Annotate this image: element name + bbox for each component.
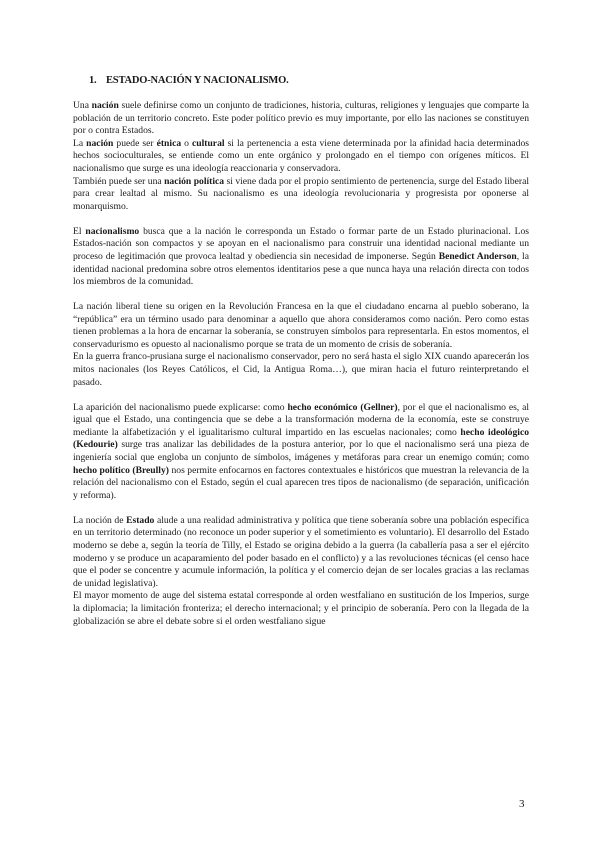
paragraph: [73, 176, 529, 214]
text-run: o: [181, 137, 193, 149]
text-run: En la guerra franco-prusiana surge el nacionalismo conservador, pero no será hasta el siglo XIX cuando aparecerán los mitos nacionales (los Reyes Católicos, el Cid, la Antigua Roma…), que miran hacia el futuro reinterpretando el pasado.: [73, 351, 529, 388]
section-heading: [89, 75, 289, 86]
text-run: suele definirse como un conjunto de tradiciones, historia, culturas, religiones y lenguajes que comparte la población de un territorio concreto. Este poder político previo es muy importante, por ello las naciones se constituyen por o contra Estados.: [73, 100, 529, 137]
paragraph-spacer: [73, 213, 529, 225]
paragraph: [73, 351, 529, 389]
body-text: [73, 100, 529, 628]
heading-number: 1.: [89, 75, 97, 86]
bold-term: Estado: [126, 514, 155, 526]
text-run: nos permite enfocarnos en factores contextuales e históricos que muestran la relevancia de la relación del nacionalismo con el Estado, según el cual aparecen tres tipos de nacionalismo (de separación, unificación y reforma).: [73, 464, 529, 501]
text-run: La nación liberal tiene su origen en la Revolución Francesa en la que el ciudadano encarna al pueblo soberano, la “república” era un término usado para denominar a aquello que ahora consideramos como nación. Pero como estas tienen problemas a la hora de encarnar la soberanía, se construyen símbolos para representarla. En estos momentos, el conservadurismo es opuesto al nacionalismo porque se trata de un momento de crisis de soberanía.: [73, 301, 529, 350]
bold-term: hecho ideológico (Kedourie): [73, 426, 529, 451]
text-run: La noción de: [73, 514, 127, 526]
bold-term: nacionalismo: [85, 225, 140, 237]
paragraph-spacer: [73, 389, 529, 401]
text-run: , por el que el nacionalismo es, al igual que el Estado, una contingencia que se debe a la transformación moderna de la economía, este se construye mediante la alfabetización y el igualitarismo cultural impartido en las escuelas nacionales; como: [73, 401, 529, 438]
text-run: surge tras analizar las debilidades de la postura anterior, por lo que el nacionalismo será una pieza de ingeniería social que engloba un conjunto de símbolos, imágenes y metáforas para crear un enemigo común; como: [73, 439, 529, 464]
paragraph: [73, 590, 529, 628]
bold-term: nación: [86, 137, 114, 149]
bold-term: hecho político (Breully): [73, 464, 169, 476]
paragraph: [73, 301, 529, 351]
text-run: puede ser: [113, 137, 157, 149]
bold-term: hecho económico (Gellner): [287, 401, 398, 413]
text-run: La: [73, 137, 87, 149]
text-run: busca que a la nación le corresponda un Estado o formar parte de un Estado plurinacional. Los Estados-nación son compactos y se apoyan en el nacionalismo para construir una identidad nacional mediante un proceso de legitimación que provoca lealtad y obediencia sin necesidad de imponerse. Según: [73, 225, 529, 262]
bold-term: étnica: [156, 137, 182, 149]
paragraph: [73, 402, 529, 503]
text-run: alude a una realidad administrativa y política que tiene soberanía sobre una población específica en un territorio determinado (no reconoce un poder superior y el sometimiento es voluntario). El desarrollo del Estado moderno se debe a, según la teoría de Tilly, el Estado se origina debido a la guerra (la caballería pasa a ser el ejército moderno y se produce un acaparamiento del poder basado en el conflicto) y a las revoluciones técnicas (el censo hace que el poder se concentre y acumule información, la política y el comercio dejan de ser locales gracias a las reclamas de unidad legislativa).: [73, 514, 529, 589]
paragraph: [73, 100, 529, 138]
text-run: También puede ser una: [73, 175, 165, 187]
heading-title: ESTADO-NACIÓN Y NACIONALISMO.: [106, 75, 289, 86]
paragraph-spacer: [73, 289, 529, 301]
bold-term: Benedict Anderson: [438, 250, 517, 262]
paragraph: [73, 226, 529, 289]
text-run: Una: [73, 100, 92, 111]
page-number: 3: [519, 798, 525, 810]
text-run: , la identidad nacional predomina sobre otros elementos identitarios pese a que nunca haya una relación directa con todos los miembros de la comunidad.: [73, 250, 529, 288]
text-run: El: [73, 225, 86, 237]
text-run: El mayor momento de auge del sistema estatal corresponde al orden westfaliano en sustitución de los Imperios, surge la diplomacia; la limitación fronteriza; el derecho internacional; y el principio de soberanía. Pero con la llegada de la globalización se abre el debate sobre si el orden westfaliano sigue: [73, 590, 529, 627]
text-run: La aparición del nacionalismo puede explicarse: como: [73, 401, 288, 413]
paragraph: [73, 138, 529, 176]
paragraph-spacer: [73, 502, 529, 514]
text-run: si la pertenencia a esta viene determinada por la afinidad hacia determinados hechos socioculturales, se entiende como un ente orgánico y prolongado en el tiempo con orígenes míticos. El nacionalismo que surge es una ideología reaccionaria y conservadora.: [73, 137, 529, 174]
paragraph: [73, 515, 529, 591]
text-run: si viene dada por el propio sentimiento de pertenencia, surge del Estado liberal para crear lealtad al mismo. Su nacionalismo es una ideología revolucionaria y progresista por oponerse al monarquismo.: [73, 175, 530, 212]
bold-term: nación política: [164, 175, 225, 187]
bold-term: cultural: [192, 137, 225, 149]
bold-term: nación: [91, 100, 119, 111]
